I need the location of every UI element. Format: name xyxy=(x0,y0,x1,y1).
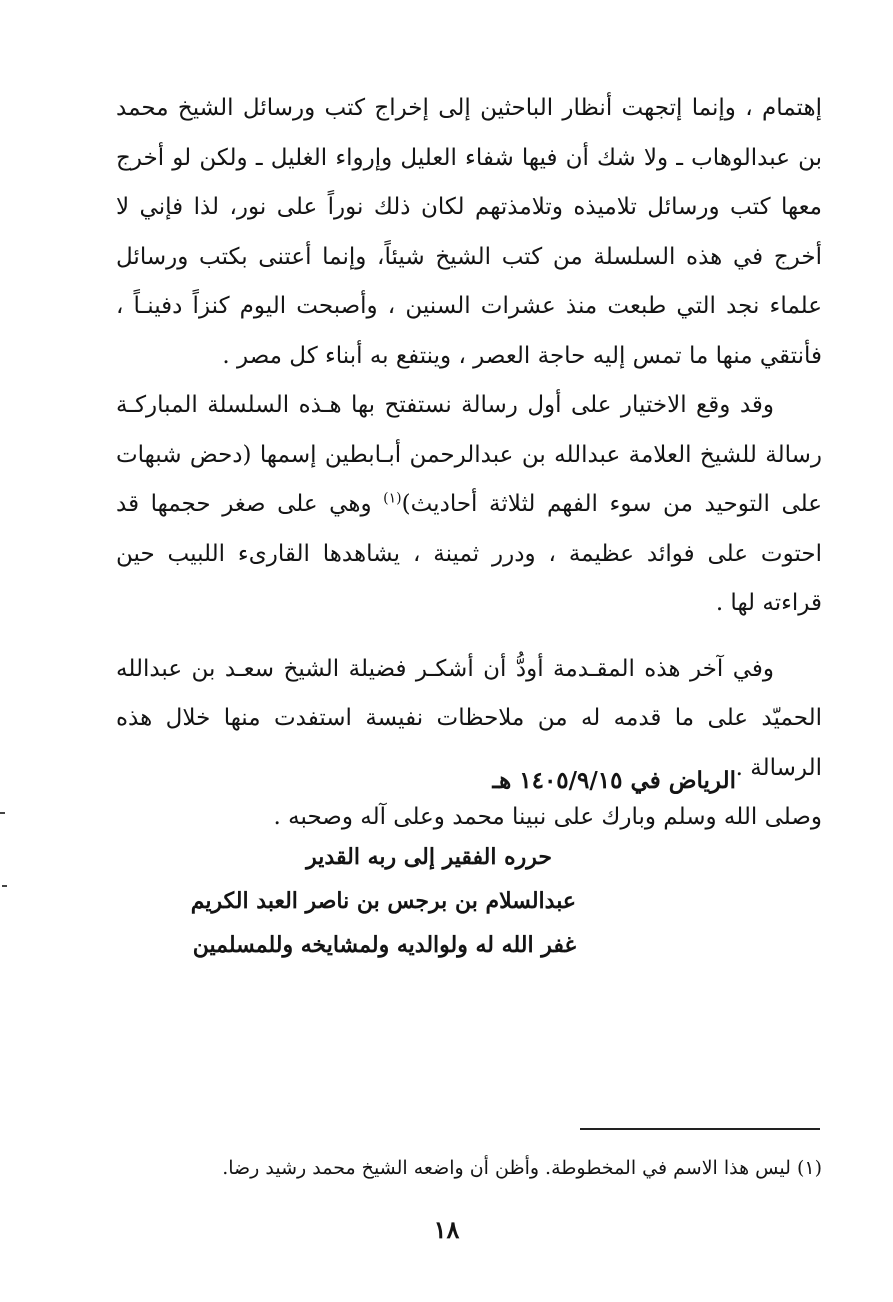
paragraph-3: وفي آخر هذه المقـدمة أودُّ أن أشكـر فضيلة الشيخ سعـد بن عبدالله الحميّد على ما قدمه له من ملاحظات نفيسة استفدت منها خلال هذه الرسالة . xyxy=(116,655,822,781)
signature-line-3: غفر الله له ولوالديه ولمشايخه وللمسلمين xyxy=(192,932,576,958)
paragraph-4: وصلى الله وسلم وبارك على نبينا محمد وعلى آله وصحبه . xyxy=(273,804,822,830)
paragraph-1: إهتمام ، وإنما إتجهت أنظار الباحثين إلى إخراج كتب ورسائل الشيخ محمد بن عبدالوهاب ـ ولا شك أن فيها شفاء العليل وإرواء الغليل ـ ولكن لو أخرج معها كتب ورسائل تلاميذه وتلامذتهم لكان ذلك نوراً على نور، لذا فإني لا أخرج في هذه السلسلة من كتب الشيخ شيئاً، وإنما أعتنى بكتب ورسائل علماء نجد التي طبعت منذ عشرات السنين ، وأصبحت اليوم كنزاً دفينـاً ، فأنتقي منها ما تمس إليه حاجة العصر ، وينتفع به أبناء كل مصر . xyxy=(116,95,822,369)
body-text xyxy=(116,84,822,843)
paragraph-2-text-a: وقد وقع الاختيار على أول رسالة نستفتح بها هـذه السلسلة المباركـة رسالة للشيخ العلامة عبدالله بن عبدالرحمن أبـابطين إسمها (دحض شبهات على التوحيد من سوء الفهم لثلاثة أحاديث) xyxy=(116,392,822,517)
signature-line-1: حرره الفقير إلى ربه القدير xyxy=(306,844,552,870)
page-number: ١٨ xyxy=(433,1215,460,1244)
paragraph-2-text-b: وهي على صغر حجمها قد احتوت على فوائد عظيمة ، ودرر ثمينة ، يشاهدها القارىء اللبيب حين قراءته لها . xyxy=(116,491,822,616)
footnote-reference: (١) xyxy=(383,490,402,507)
date-line: الرياض في ١٤٠٥/٩/١٥ هـ xyxy=(492,767,736,794)
paragraph-2 xyxy=(116,381,822,629)
signature-block xyxy=(140,835,576,967)
scan-speck xyxy=(2,885,7,887)
footnote-divider xyxy=(580,1128,820,1130)
signature-line-2: عبدالسلام بن برجس بن ناصر العبد الكريم xyxy=(190,888,576,914)
scan-speck xyxy=(0,812,5,814)
footnote: (١) ليس هذا الاسم في المخطوطة. وأظن أن واضعه الشيخ محمد رشيد رضا. xyxy=(222,1157,822,1179)
